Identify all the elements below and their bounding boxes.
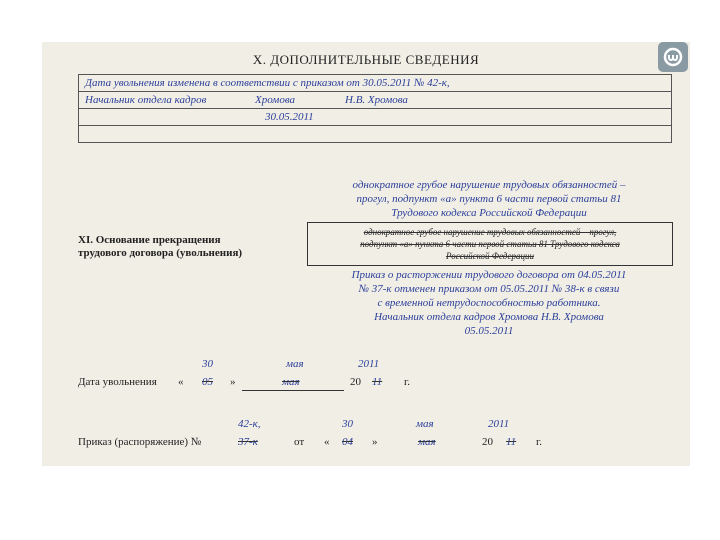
cancellation-note bbox=[307, 268, 671, 338]
note-line: с временной нетрудоспособностью работника. bbox=[377, 297, 601, 309]
year-suffix: г. bbox=[536, 436, 543, 448]
document-page bbox=[42, 42, 690, 466]
new-reason-line: Трудового кодекса Российской Федерации bbox=[391, 207, 587, 219]
note-line: 05.05.2011 bbox=[464, 325, 514, 337]
quote-open: « bbox=[178, 376, 184, 388]
note-line: Приказ о расторжении трудового договора от 04.05.2011 bbox=[351, 269, 627, 281]
new-year: 2011 bbox=[358, 358, 380, 370]
note-line: Начальник отдела кадров Хромова Н.В. Хромова bbox=[374, 311, 604, 323]
dismissal-date-label: Дата увольнения bbox=[78, 376, 157, 388]
section-x-title: X. ДОПОЛНИТЕЛЬНЫЕ СВЕДЕНИЯ bbox=[252, 52, 480, 67]
new-month: мая bbox=[286, 358, 304, 370]
date-row-cell bbox=[79, 109, 672, 126]
signer-name: Н.В. Хромова bbox=[345, 94, 408, 106]
quote-close: » bbox=[372, 436, 378, 448]
label-line: XI. Основание прекращения bbox=[78, 234, 221, 246]
new-order-day: 30 bbox=[342, 418, 353, 430]
old-month: мая bbox=[282, 376, 300, 388]
from-word: от bbox=[294, 436, 305, 448]
signature-text: Хромова bbox=[255, 94, 296, 106]
new-reason-text bbox=[307, 178, 671, 220]
new-day: 30 bbox=[202, 358, 213, 370]
year-suffix: г. bbox=[404, 376, 411, 388]
order-label: Приказ (распоряжение) № bbox=[78, 436, 202, 448]
signature-row-cell bbox=[79, 92, 672, 109]
new-reason-line: прогул, подпункт «а» пункта 6 части первой статьи 81 bbox=[356, 193, 622, 205]
old-order-month: мая bbox=[418, 436, 436, 448]
quote-close: » bbox=[230, 376, 236, 388]
year-prefix: 20 bbox=[482, 436, 493, 448]
termination-basis-label bbox=[78, 234, 242, 260]
crossed-reason-line: Российской Федерации bbox=[446, 251, 534, 261]
table-row bbox=[79, 92, 672, 109]
table-row bbox=[79, 109, 672, 126]
crossed-reason-line: однократное грубое нарушение трудовых обязанностей – прогул, bbox=[363, 227, 617, 237]
note-line: № 37-к отменен приказом от 05.05.2011 № 38-к в связи bbox=[358, 283, 620, 295]
month-underline bbox=[242, 390, 344, 391]
change-record-cell: Дата увольнения изменена в соответствии с приказом от 30.05.2011 № 42-к, bbox=[79, 75, 672, 92]
old-order-day: 04 bbox=[342, 436, 353, 448]
crossed-reason-line: подпункт «а» пункта 6 части первой статьи 81 Трудового кодекса bbox=[360, 239, 620, 249]
additional-info-table bbox=[78, 74, 672, 143]
label-line: трудового договора (увольнения) bbox=[78, 247, 243, 259]
table-row bbox=[79, 75, 672, 92]
new-order-number: 42-к, bbox=[238, 418, 261, 430]
position-text: Начальник отдела кадров bbox=[85, 94, 207, 106]
record-date: 30.05.2011 bbox=[265, 111, 314, 123]
old-order-year: 11 bbox=[506, 436, 517, 448]
year-prefix: 20 bbox=[350, 376, 361, 388]
table-row bbox=[79, 126, 672, 143]
empty-cell bbox=[79, 126, 672, 143]
old-day: 05 bbox=[202, 376, 213, 388]
old-order-number: 37-к bbox=[238, 436, 258, 448]
new-order-year: 2011 bbox=[488, 418, 510, 430]
new-reason-line: однократное грубое нарушение трудовых обязанностей – bbox=[352, 179, 626, 191]
new-order-month: мая bbox=[416, 418, 434, 430]
crossed-out-reason-box bbox=[307, 222, 673, 266]
quote-open: « bbox=[324, 436, 330, 448]
old-year: 11 bbox=[372, 376, 383, 388]
